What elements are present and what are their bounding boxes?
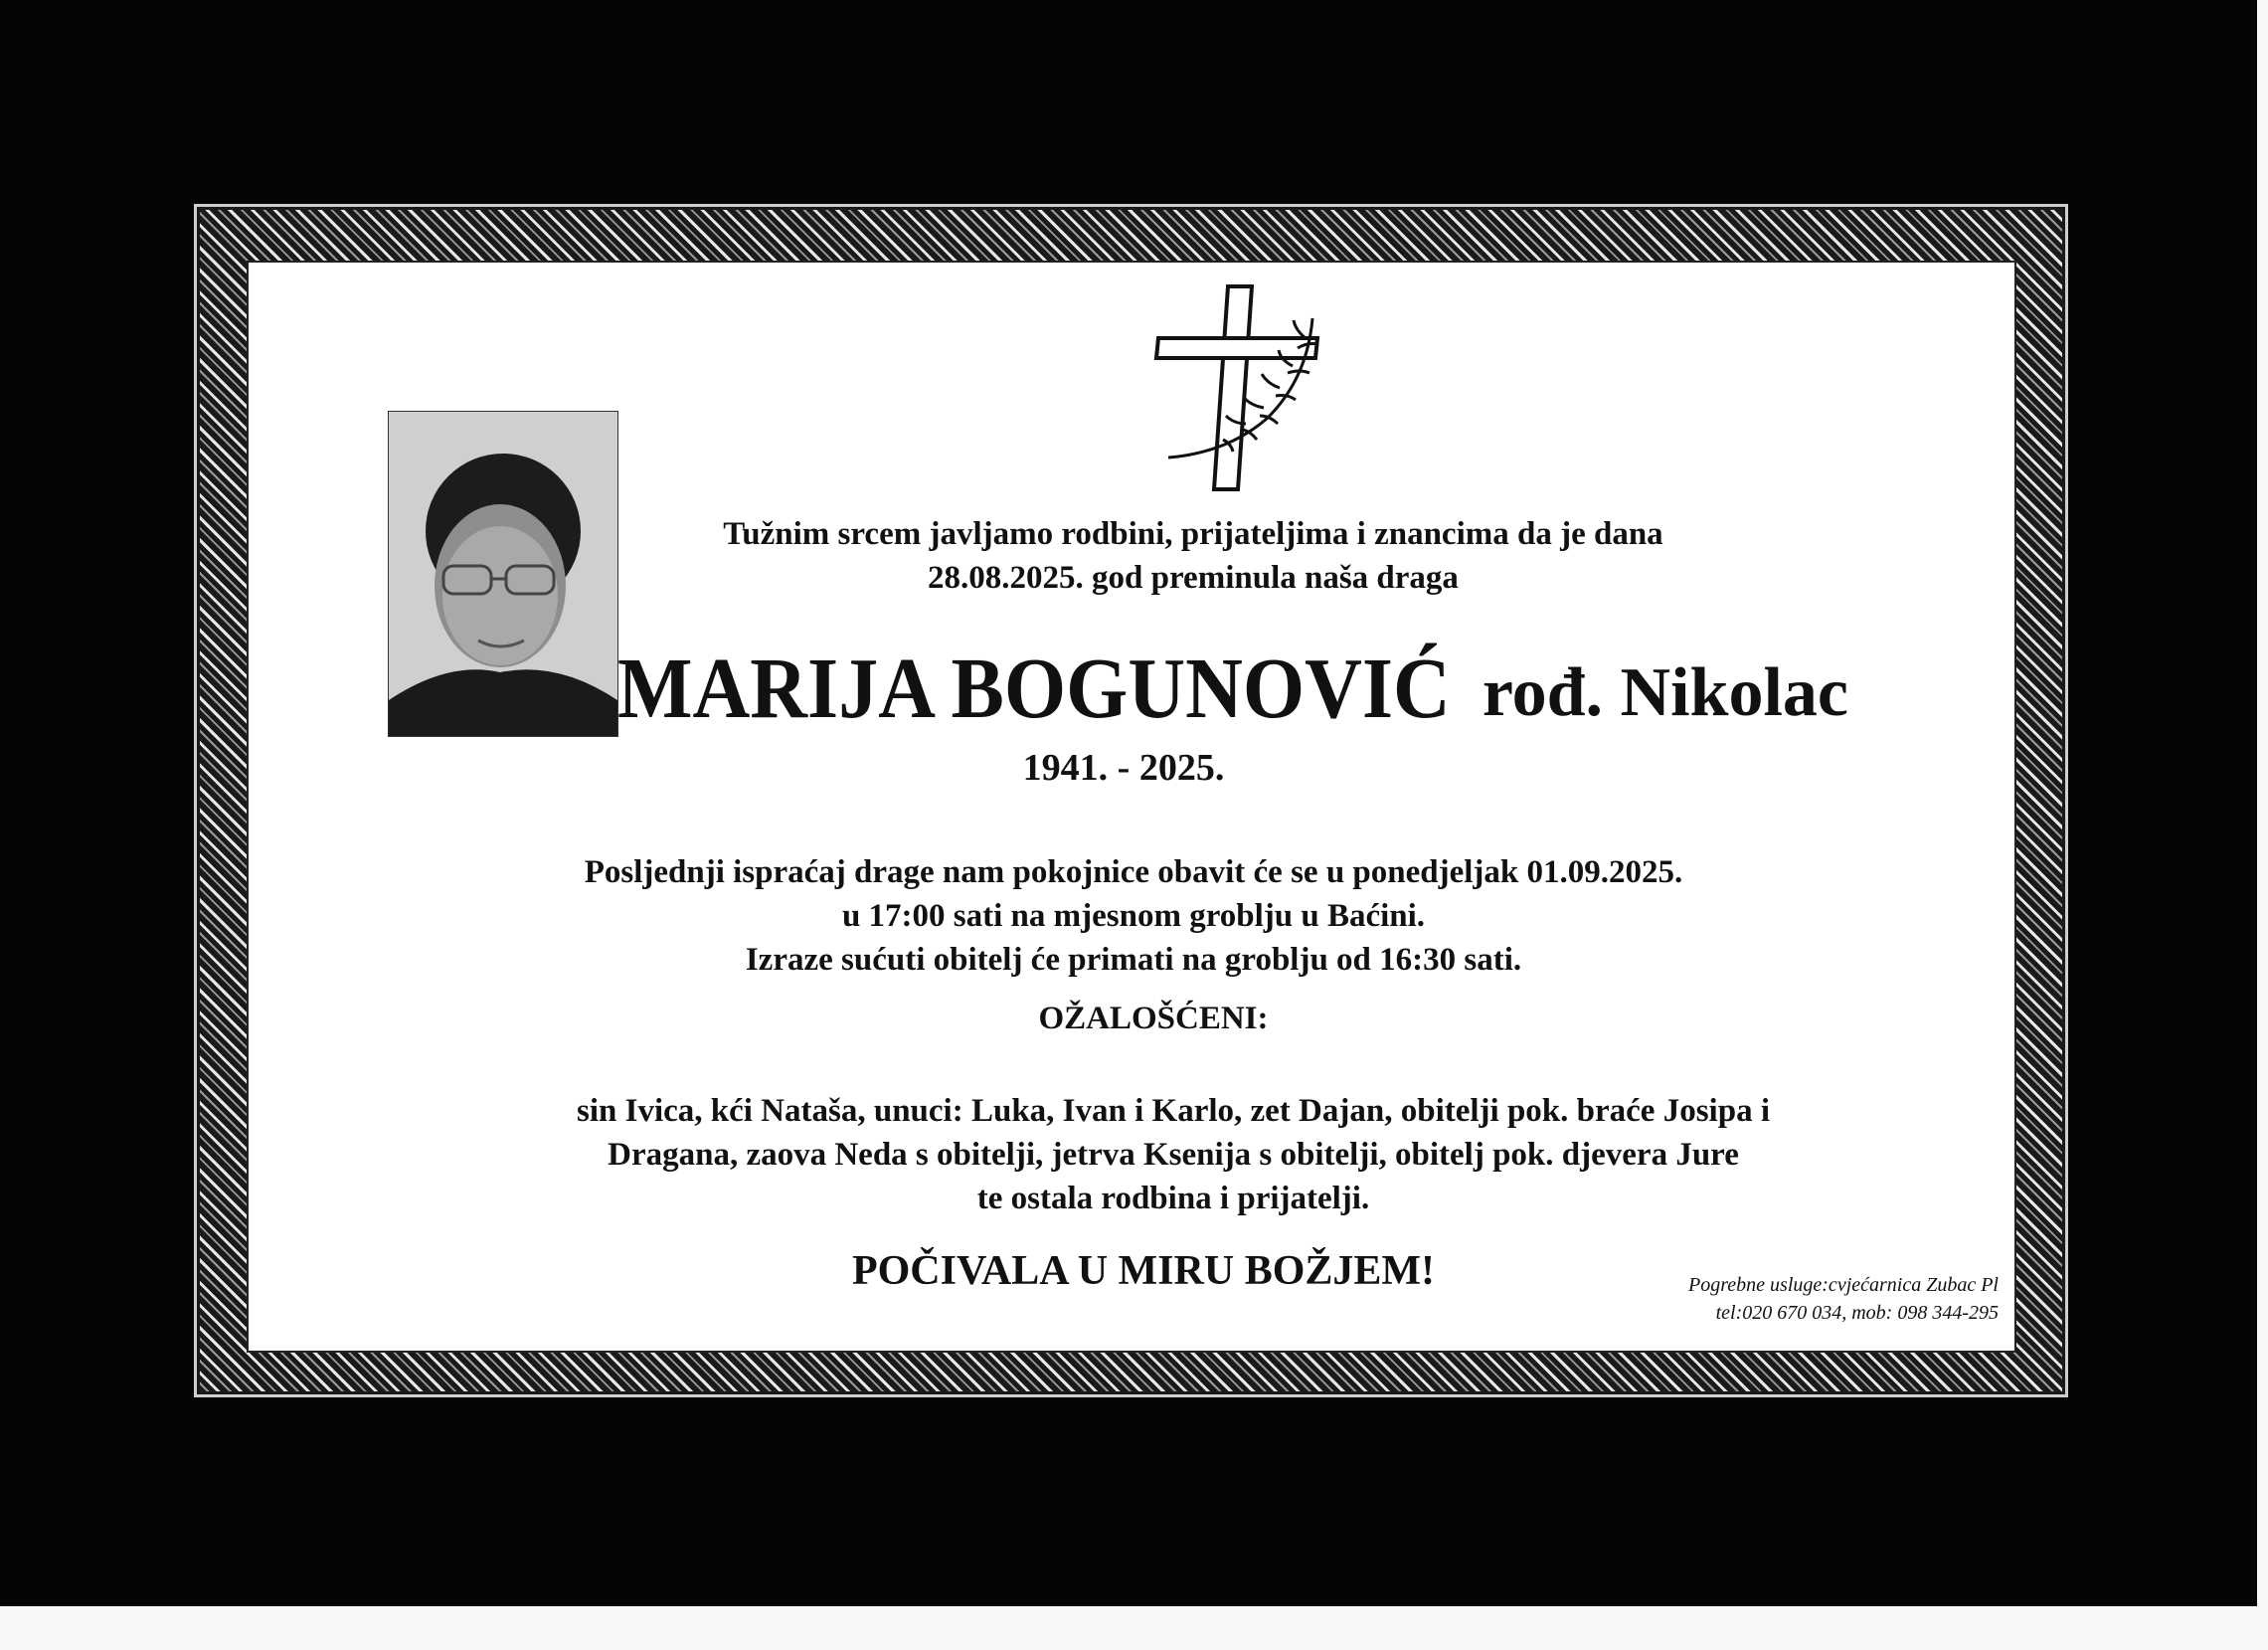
funeral-line-3: Izraze sućuti obitelj će primati na groblju od 16:30 sati. xyxy=(745,942,1522,978)
funeral-line-2: u 17:00 sati na mjesnom groblju u Baćini. xyxy=(841,898,1426,934)
mourners-line-2: Dragana, zaova Neda s obitelji, jetrva Ksenija s obitelji, obitelj pok. djevera Jure xyxy=(608,1137,1739,1173)
mourners-list xyxy=(398,1089,1949,1220)
funeral-service-footer xyxy=(1571,1271,1999,1327)
footer-line-1: Pogrebne usluge:cvjećarnica Zubac Pl xyxy=(1688,1274,1999,1296)
intro-line-2: 28.08.2025. god preminula naša draga xyxy=(928,560,1459,596)
funeral-line-1: Posljednji ispraćaj drage nam pokojnice obavit će se u ponedjeljak 01.09.2025. xyxy=(584,854,1683,890)
deceased-name xyxy=(557,644,1909,738)
intro-line-1: Tužnim srcem javljamo rodbini, prijateljima i znancima da je dana xyxy=(723,516,1663,552)
closing-phrase: POČIVALA U MIRU BOŽJEM! xyxy=(851,1248,1436,1294)
mourners-line-1: sin Ivica, kći Nataša, unuci: Luka, Ivan i Karlo, zet Dajan, obitelji pok. braće Josipa i xyxy=(576,1093,1770,1129)
cross-with-palm-icon xyxy=(1148,278,1327,497)
intro-text xyxy=(597,512,1790,600)
mourners-heading: OŽALOŠĆENI: xyxy=(1038,1001,1269,1036)
footer-line-2: tel:020 670 034, mob: 098 344-295 xyxy=(1715,1302,1999,1324)
maiden-name: rođ. Nikolac xyxy=(1482,654,1848,731)
funeral-info xyxy=(457,850,1810,982)
name-main: MARIJA BOGUNOVIĆ xyxy=(617,642,1451,737)
life-years: 1941. - 2025. xyxy=(1022,747,1225,789)
mourners-line-3: te ostala rodbina i prijatelji. xyxy=(976,1181,1370,1216)
